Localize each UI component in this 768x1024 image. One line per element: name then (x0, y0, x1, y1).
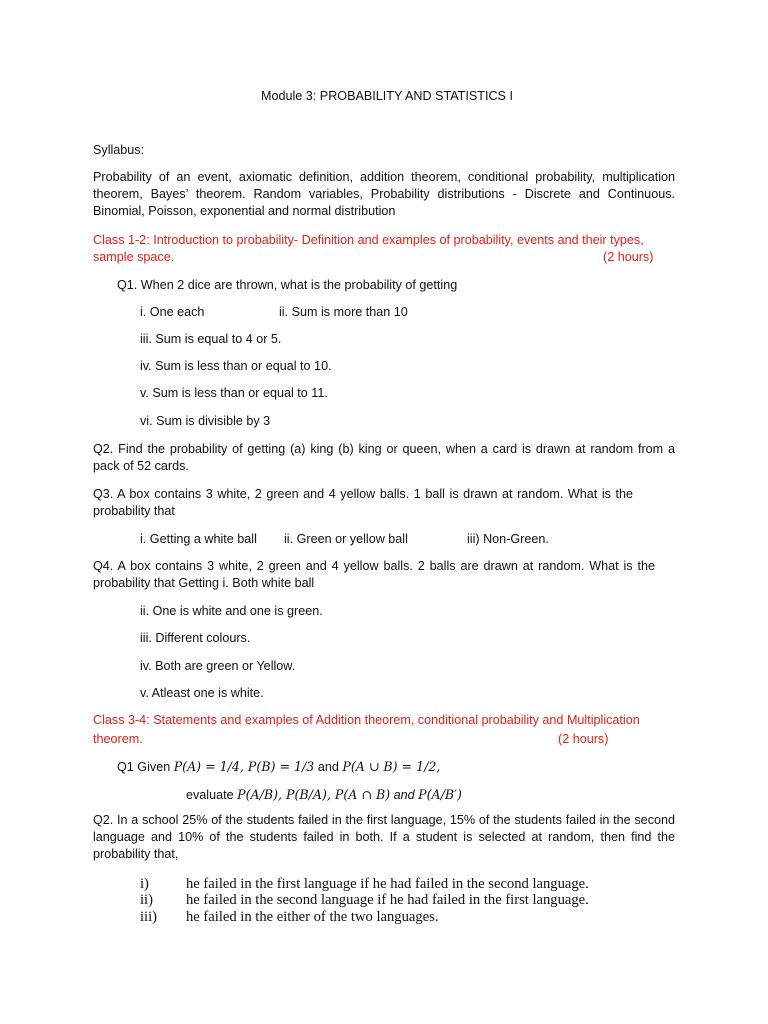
class3-q1-prefix: Q1 Given (117, 760, 174, 774)
class3-q1-eval-and: and (390, 788, 419, 802)
class3-q1-eval-prefix: evaluate (186, 788, 238, 802)
class1-q1-item-ii: ii. Sum is more than 10 (279, 305, 408, 319)
class3-q1-math2: P(A ∪ B) = 1/2, (342, 759, 441, 774)
class1-heading-line2: sample space. (93, 250, 175, 264)
class1-q3-item-i: i. Getting a white ball (140, 532, 257, 546)
class3-duration: (2 hours) (558, 732, 609, 746)
class3-q2-item-text-1: he failed in the second language if he had failed in the first language. (186, 892, 589, 908)
class1-q1-item-iv: iv. Sum is less than or equal to 10. (140, 359, 332, 373)
class3-q1-eval-math1: P(A/B), P(B/A), P(A ∩ B) (237, 787, 391, 802)
class3-heading-line2: theorem. (93, 732, 143, 746)
class1-q1-item-vi: vi. Sum is divisible by 3 (140, 414, 271, 428)
class3-q2-item-text-0: he failed in the first language if he had failed in the second language. (186, 876, 589, 892)
class3-q2-item-num-1: ii) (140, 892, 153, 908)
class3-q1-eval-math2: P(A/B′) (418, 787, 462, 802)
class1-q4: Q4. A box contains 3 white, 2 green and 4 yellow balls. 2 balls are drawn at random. What is the probability that Getting i. Both white ball (93, 559, 655, 590)
class1-q4-item-ii: ii. One is white and one is green. (140, 604, 323, 618)
class3-q2-item-text-2: he failed in the either of the two languages. (186, 909, 439, 925)
class1-heading-line1: Class 1-2: Introduction to probability- Definition and examples of probability, events and their types, (93, 233, 644, 247)
class3-q1-math1: P(A) = 1/4, P(B) = 1/3 (173, 759, 315, 774)
class1-q3: Q3. A box contains 3 white, 2 green and 4 yellow balls. 1 ball is drawn at random. What is the probability that (93, 487, 633, 518)
class1-q1-item-i: i. One each (140, 305, 205, 319)
class1-q1-item-iii: iii. Sum is equal to 4 or 5. (140, 332, 282, 346)
class3-q1-evaluate (186, 786, 462, 804)
class3-q2-item-num-2: iii) (140, 909, 158, 925)
syllabus-label: Syllabus: (93, 143, 145, 157)
class1-q3-item-ii: ii. Green or yellow ball (284, 532, 408, 546)
class1-duration: (2 hours) (603, 250, 654, 264)
class1-q4-item-iv: iv. Both are green or Yellow. (140, 659, 296, 673)
class1-q4-item-v: v. Atleast one is white. (140, 686, 264, 700)
class1-q1-item-v: v. Sum is less than or equal to 11. (140, 386, 328, 400)
class1-q4-item-iii: iii. Different colours. (140, 631, 251, 645)
class3-heading-line1: Class 3-4: Statements and examples of Addition theorem, conditional probability and Multiplication (93, 713, 640, 727)
class1-q1: Q1. When 2 dice are thrown, what is the probability of getting (117, 278, 458, 292)
class3-q2: Q2. In a school 25% of the students failed in the first language, 15% of the students failed in the second language and 10% of the students failed in both. If a student is selected at random, then find the probability that, (93, 813, 675, 861)
page-title: Module 3: PROBABILITY AND STATISTICS I (261, 89, 513, 103)
syllabus-text: Probability of an event, axiomatic definition, addition theorem, conditional probability, multiplication theorem, Bayes’ theorem. Random variables, Probability distributions - Discrete and Continuous. Binomial, Poisson, exponential and normal distribution (93, 170, 675, 218)
class1-q2: Q2. Find the probability of getting (a) king (b) king or queen, when a card is drawn at random from a pack of 52 cards. (93, 442, 675, 473)
class3-q2-item-num-0: i) (140, 876, 149, 892)
class1-q3-item-iii: iii) Non-Green. (467, 532, 549, 546)
class3-q1-and: and (314, 760, 343, 774)
class3-q1 (117, 758, 440, 776)
